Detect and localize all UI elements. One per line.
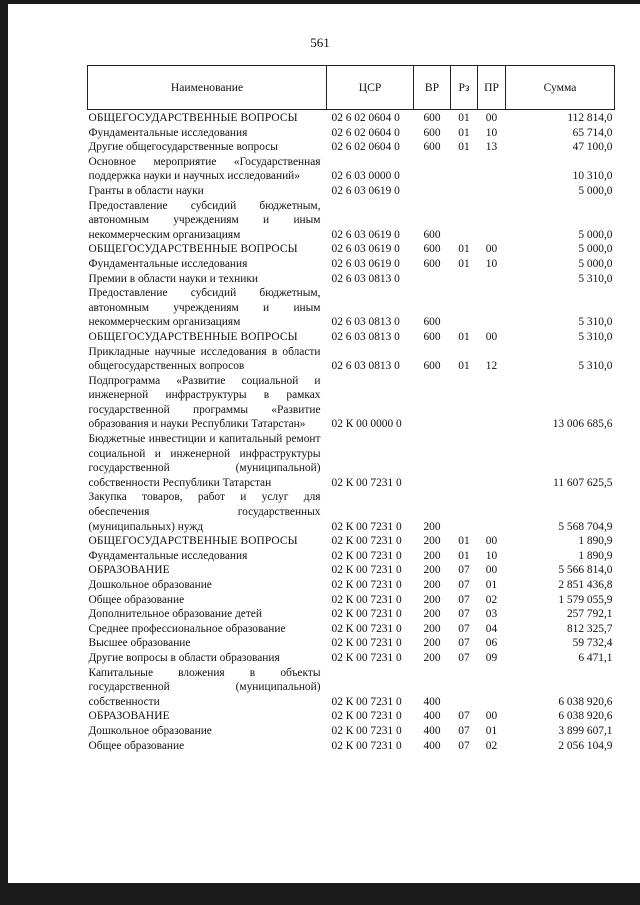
cell-name: ОБРАЗОВАНИЕ bbox=[88, 564, 170, 577]
cell-rz bbox=[451, 184, 478, 199]
cell-pr: 00 bbox=[485, 112, 498, 124]
cell-sum: 257 792,1 bbox=[566, 608, 613, 621]
cell-csr: 02 К 00 7231 0 bbox=[331, 535, 402, 548]
cell-vr: 200 bbox=[423, 520, 441, 533]
cell-sum: 2 851 436,8 bbox=[558, 579, 613, 591]
cell-csr: 02 6 03 0619 0 bbox=[331, 184, 400, 197]
cell-sum: 5 310,0 bbox=[578, 316, 613, 329]
cell-vr: 200 bbox=[423, 564, 441, 577]
cell-rz bbox=[451, 286, 478, 330]
cell-sum: 1 579 055,9 bbox=[558, 593, 613, 606]
cell-rz: 01 bbox=[458, 126, 470, 139]
cell-sum: 5 310,0 bbox=[578, 330, 613, 343]
cell-name: Прикладные научные исследования в области общегосударственных вопросов bbox=[88, 345, 321, 373]
cell-pr: 02 bbox=[485, 739, 498, 752]
table-row bbox=[88, 140, 615, 155]
budget-table-container bbox=[87, 65, 614, 753]
cell-rz: 07 bbox=[458, 637, 470, 650]
cell-name: Премии в области науки и техники bbox=[88, 272, 258, 285]
cell-pr: 00 bbox=[485, 710, 498, 723]
table-row bbox=[88, 724, 615, 739]
cell-sum: 5 000,0 bbox=[578, 257, 613, 270]
cell-name: Закупка товаров, работ и услуг для обеспечения государственных (муниципальных) нужд bbox=[88, 491, 321, 533]
cell-csr: 02 К 00 7231 0 bbox=[331, 549, 402, 562]
cell-sum: 11 607 625,5 bbox=[553, 476, 613, 489]
table-row bbox=[88, 651, 615, 666]
cell-vr: 200 bbox=[423, 593, 441, 606]
scan-edge-bottom bbox=[0, 883, 640, 905]
cell-vr: 400 bbox=[423, 724, 441, 737]
cell-vr: 600 bbox=[423, 360, 441, 373]
table-row bbox=[88, 709, 615, 724]
cell-pr: 12 bbox=[485, 360, 498, 373]
cell-rz bbox=[451, 272, 478, 287]
cell-rz: 01 bbox=[458, 360, 470, 373]
cell-csr: 02 6 02 0604 0 bbox=[331, 141, 400, 154]
cell-pr: 09 bbox=[485, 651, 498, 664]
cell-csr: 02 К 00 7231 0 bbox=[331, 564, 402, 577]
cell-name: Среднее профессиональное образование bbox=[88, 622, 286, 635]
cell-csr: 02 6 03 0813 0 bbox=[331, 316, 400, 329]
cell-sum: 5 000,0 bbox=[578, 184, 613, 197]
table-row bbox=[88, 242, 615, 257]
cell-vr: 600 bbox=[423, 243, 441, 256]
cell-pr: 00 bbox=[485, 243, 498, 256]
cell-vr: 600 bbox=[423, 126, 441, 139]
cell-sum: 59 732,4 bbox=[572, 637, 613, 650]
cell-pr bbox=[478, 666, 506, 710]
cell-vr: 600 bbox=[423, 228, 441, 241]
cell-sum: 5 566 814,0 bbox=[558, 564, 613, 577]
cell-pr: 00 bbox=[485, 535, 498, 548]
cell-pr: 01 bbox=[485, 579, 498, 591]
cell-rz bbox=[451, 155, 478, 184]
cell-name: Общее образование bbox=[88, 739, 185, 752]
cell-rz bbox=[451, 199, 478, 243]
cell-name: Дополнительное образование детей bbox=[88, 608, 262, 621]
cell-sum: 5 568 704,9 bbox=[558, 520, 613, 533]
cell-pr bbox=[478, 432, 506, 490]
cell-vr: 600 bbox=[423, 257, 441, 270]
cell-csr: 02 К 00 0000 0 bbox=[331, 418, 402, 431]
cell-vr bbox=[414, 184, 451, 199]
column-header-pr: ПР bbox=[478, 66, 506, 110]
table-row bbox=[88, 534, 615, 549]
table-row bbox=[88, 257, 615, 272]
cell-csr: 02 К 00 7231 0 bbox=[331, 579, 402, 591]
page-number: 561 bbox=[310, 35, 330, 50]
table-row bbox=[88, 549, 615, 564]
cell-pr: 02 bbox=[485, 593, 498, 606]
cell-vr bbox=[414, 374, 451, 432]
cell-name: Высшее образование bbox=[88, 637, 191, 650]
cell-name: Капитальные вложения в объекты государственной (муниципальной) собственности bbox=[88, 666, 321, 708]
cell-name: ОБЩЕГОСУДАРСТВЕННЫЕ ВОПРОСЫ bbox=[88, 535, 298, 548]
cell-sum: 65 714,0 bbox=[572, 126, 613, 139]
cell-name: ОБРАЗОВАНИЕ bbox=[88, 710, 170, 723]
cell-csr: 02 6 03 0000 0 bbox=[331, 170, 400, 183]
cell-rz: 07 bbox=[458, 724, 470, 737]
cell-vr: 400 bbox=[423, 739, 441, 752]
cell-name: ОБЩЕГОСУДАРСТВЕННЫЕ ВОПРОСЫ bbox=[88, 330, 298, 343]
cell-csr: 02 6 02 0604 0 bbox=[331, 112, 400, 124]
cell-rz: 01 bbox=[458, 330, 470, 343]
cell-pr bbox=[478, 155, 506, 184]
budget-table bbox=[87, 65, 615, 753]
cell-sum: 47 100,0 bbox=[572, 141, 613, 154]
cell-csr: 02 К 00 7231 0 bbox=[331, 593, 402, 606]
cell-vr bbox=[414, 155, 451, 184]
cell-name: Гранты в области науки bbox=[88, 184, 204, 197]
cell-sum: 3 899 607,1 bbox=[558, 724, 613, 737]
cell-name: Основное мероприятие «Государственная поддержка науки и научных исследований» bbox=[88, 155, 321, 183]
cell-pr: 01 bbox=[485, 724, 498, 737]
cell-sum: 6 038 920,6 bbox=[558, 710, 613, 723]
column-header-vr: ВР bbox=[414, 66, 451, 110]
column-header-csr: ЦСР bbox=[327, 66, 414, 110]
cell-sum: 5 000,0 bbox=[578, 243, 613, 256]
cell-sum: 10 310,0 bbox=[572, 170, 613, 183]
cell-rz: 07 bbox=[458, 622, 470, 635]
cell-name: Предоставление субсидий бюджетным, автономным учреждениям и иным некоммерческим организациям bbox=[88, 199, 321, 241]
cell-rz: 07 bbox=[458, 564, 470, 577]
scan-edge-top bbox=[0, 0, 640, 4]
cell-name: Общее образование bbox=[88, 593, 185, 606]
cell-sum: 1 890,9 bbox=[578, 535, 613, 548]
cell-vr: 200 bbox=[423, 622, 441, 635]
cell-pr: 10 bbox=[485, 257, 498, 270]
cell-rz bbox=[451, 432, 478, 490]
cell-csr: 02 6 03 0619 0 bbox=[331, 228, 400, 241]
table-row bbox=[88, 286, 615, 330]
table-row bbox=[88, 330, 615, 345]
table-row bbox=[88, 490, 615, 534]
cell-sum: 5 000,0 bbox=[578, 228, 613, 241]
cell-csr: 02 К 00 7231 0 bbox=[331, 637, 402, 650]
cell-vr bbox=[414, 272, 451, 287]
cell-vr: 200 bbox=[423, 535, 441, 548]
column-header-rz: Рз bbox=[451, 66, 478, 110]
cell-pr bbox=[478, 374, 506, 432]
cell-sum: 1 890,9 bbox=[578, 549, 613, 562]
cell-pr: 10 bbox=[485, 549, 498, 562]
cell-sum: 2 056 104,9 bbox=[558, 739, 613, 752]
cell-rz: 01 bbox=[458, 549, 470, 562]
table-row bbox=[88, 636, 615, 651]
cell-csr: 02 К 00 7231 0 bbox=[331, 695, 402, 708]
cell-pr bbox=[478, 272, 506, 287]
table-row bbox=[88, 199, 615, 243]
cell-vr: 400 bbox=[423, 710, 441, 723]
cell-pr bbox=[478, 184, 506, 199]
cell-pr bbox=[478, 490, 506, 534]
cell-name: Фундаментальные исследования bbox=[88, 549, 248, 562]
table-body bbox=[88, 110, 615, 754]
column-header-sum: Сумма bbox=[506, 66, 615, 110]
table-row bbox=[88, 110, 615, 126]
cell-rz: 07 bbox=[458, 593, 470, 606]
table-row bbox=[88, 374, 615, 432]
table-row bbox=[88, 184, 615, 199]
cell-name: Бюджетные инвестиции и капитальный ремонт социальной и инженерной инфраструктуры государственной (муниципальной) собственности Республики Татарстан bbox=[88, 433, 321, 489]
cell-rz: 01 bbox=[458, 257, 470, 270]
table-row bbox=[88, 578, 615, 593]
cell-csr: 02 К 00 7231 0 bbox=[331, 622, 402, 635]
cell-csr: 02 К 00 7231 0 bbox=[331, 476, 402, 489]
cell-pr: 06 bbox=[485, 637, 498, 650]
cell-vr: 200 bbox=[423, 549, 441, 562]
cell-pr: 04 bbox=[485, 622, 498, 635]
cell-rz: 07 bbox=[458, 579, 470, 591]
cell-name: Фундаментальные исследования bbox=[88, 257, 248, 270]
cell-name: Подпрограмма «Развитие социальной и инженерной инфраструктуры в рамках государственной программы «Развитие образования и науки Республики Татарстан» bbox=[88, 374, 321, 431]
table-row bbox=[88, 739, 615, 754]
table-row bbox=[88, 666, 615, 710]
cell-name: ОБЩЕГОСУДАРСТВЕННЫЕ ВОПРОСЫ bbox=[88, 112, 298, 124]
cell-name: Другие вопросы в области образования bbox=[88, 651, 280, 664]
cell-pr: 00 bbox=[485, 564, 498, 577]
cell-rz: 07 bbox=[458, 739, 470, 752]
cell-pr: 03 bbox=[485, 608, 498, 621]
table-row bbox=[88, 432, 615, 490]
cell-vr: 600 bbox=[423, 141, 441, 154]
cell-rz: 07 bbox=[458, 651, 470, 664]
cell-vr: 200 bbox=[423, 579, 441, 591]
cell-rz bbox=[451, 374, 478, 432]
cell-vr: 600 bbox=[423, 330, 441, 343]
cell-csr: 02 К 00 7231 0 bbox=[331, 710, 402, 723]
cell-sum: 812 325,7 bbox=[566, 622, 613, 635]
cell-rz: 01 bbox=[458, 141, 470, 154]
cell-vr bbox=[414, 432, 451, 490]
cell-sum: 6 471,1 bbox=[578, 651, 613, 664]
table-header-row bbox=[88, 66, 615, 110]
cell-rz: 01 bbox=[458, 112, 470, 124]
table-row bbox=[88, 622, 615, 637]
cell-rz: 07 bbox=[458, 608, 470, 621]
cell-sum: 5 310,0 bbox=[578, 360, 613, 373]
cell-csr: 02 6 03 0813 0 bbox=[331, 272, 400, 285]
cell-rz bbox=[451, 490, 478, 534]
cell-vr: 400 bbox=[423, 695, 441, 708]
cell-rz bbox=[451, 666, 478, 710]
cell-name: Предоставление субсидий бюджетным, автономным учреждениям и иным некоммерческим организациям bbox=[88, 287, 321, 329]
cell-name: ОБЩЕГОСУДАРСТВЕННЫЕ ВОПРОСЫ bbox=[88, 243, 298, 256]
cell-vr: 200 bbox=[423, 637, 441, 650]
cell-vr: 200 bbox=[423, 608, 441, 621]
cell-vr: 600 bbox=[423, 316, 441, 329]
table-row bbox=[88, 563, 615, 578]
cell-csr: 02 6 03 0813 0 bbox=[331, 360, 400, 373]
cell-csr: 02 К 00 7231 0 bbox=[331, 739, 402, 752]
cell-sum: 6 038 920,6 bbox=[558, 695, 613, 708]
cell-sum: 13 006 685,6 bbox=[552, 418, 613, 431]
table-row bbox=[88, 607, 615, 622]
table-row bbox=[88, 272, 615, 287]
column-header-name: Наименование bbox=[88, 66, 327, 110]
scan-edge-left bbox=[0, 0, 8, 905]
cell-sum: 5 310,0 bbox=[578, 272, 613, 285]
cell-pr: 00 bbox=[485, 330, 498, 343]
table-row bbox=[88, 593, 615, 608]
cell-sum: 112 814,0 bbox=[567, 112, 613, 124]
cell-rz: 07 bbox=[458, 710, 470, 723]
cell-name: Другие общегосударственные вопросы bbox=[88, 141, 278, 154]
cell-rz: 01 bbox=[458, 243, 470, 256]
cell-csr: 02 К 00 7231 0 bbox=[331, 724, 402, 737]
cell-csr: 02 6 03 0813 0 bbox=[331, 330, 400, 343]
cell-rz: 01 bbox=[458, 535, 470, 548]
cell-csr: 02 6 02 0604 0 bbox=[331, 126, 400, 139]
cell-csr: 02 6 03 0619 0 bbox=[331, 243, 400, 256]
cell-name: Фундаментальные исследования bbox=[88, 126, 248, 139]
cell-pr: 13 bbox=[485, 141, 498, 154]
cell-pr: 10 bbox=[485, 126, 498, 139]
cell-csr: 02 6 03 0619 0 bbox=[331, 257, 400, 270]
cell-pr bbox=[478, 286, 506, 330]
cell-name: Дошкольное образование bbox=[88, 579, 212, 591]
table-row bbox=[88, 126, 615, 141]
table-row bbox=[88, 155, 615, 184]
cell-csr: 02 К 00 7231 0 bbox=[331, 608, 402, 621]
cell-csr: 02 К 00 7231 0 bbox=[331, 651, 402, 664]
cell-vr: 200 bbox=[423, 651, 441, 664]
cell-vr: 600 bbox=[423, 112, 441, 124]
cell-pr bbox=[478, 199, 506, 243]
cell-csr: 02 К 00 7231 0 bbox=[331, 520, 402, 533]
cell-name: Дошкольное образование bbox=[88, 724, 212, 737]
table-row bbox=[88, 345, 615, 374]
